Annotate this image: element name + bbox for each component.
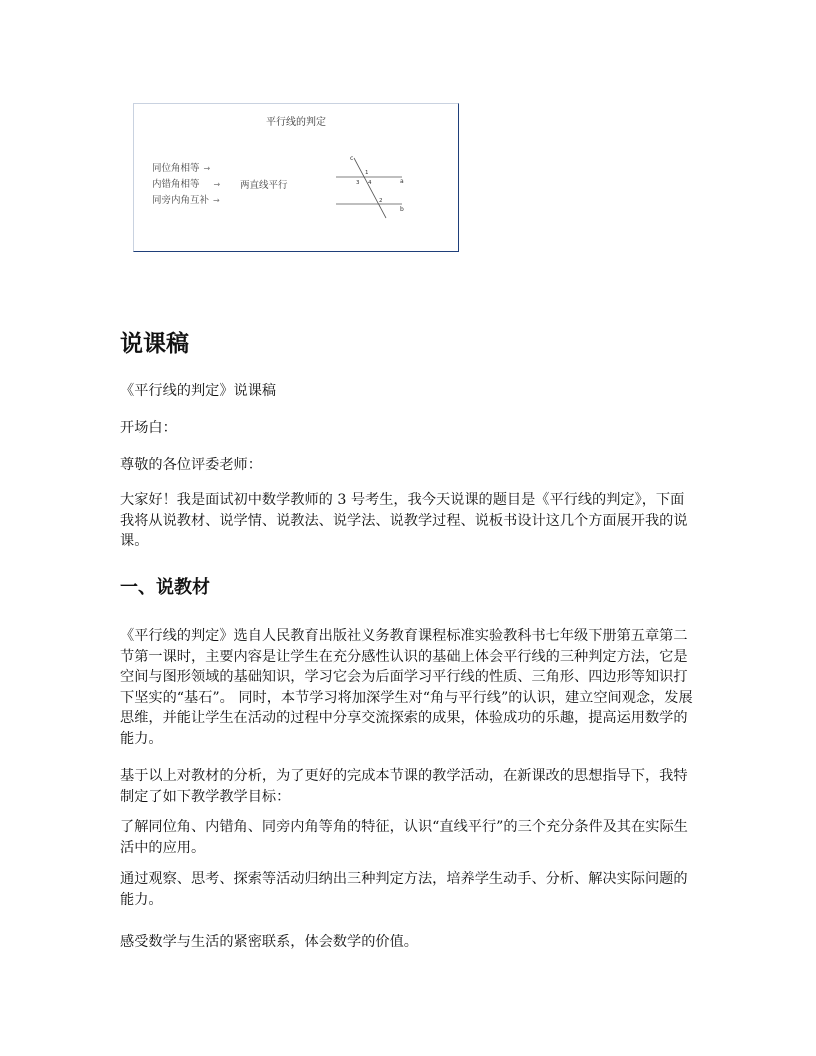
label-b: b	[400, 206, 404, 213]
label-angle-1: 1	[365, 170, 369, 176]
greeting: 尊敬的各位评委老师：	[120, 457, 262, 473]
section-paragraph: 感受数学与生活的紧密联系，体会数学的价值。	[120, 934, 418, 950]
figure-conclusion: 两直线平行	[240, 180, 288, 191]
lesson-figure	[133, 103, 459, 252]
label-a: a	[400, 178, 404, 185]
page-title: 说课稿	[120, 331, 189, 357]
opening-label: 开场白：	[120, 420, 177, 436]
section-paragraph: 通过观察、思考、探索等活动归纳出三种判定方法，培养学生动手、分析、解决实际问题的能力。	[120, 871, 688, 908]
label-angle-4: 4	[368, 180, 372, 186]
section-paragraph: 基于以上对教材的分析，为了更好的完成本节课的教学活动，在新课改的思想指导下，我特制定了如下教学教学目标：	[120, 768, 688, 805]
parallel-lines-diagram	[334, 152, 414, 222]
figure-title: 平行线的判定	[266, 117, 326, 128]
arrow-icon: →	[203, 164, 211, 173]
section-paragraph: 《平行线的判定》选自人民教育出版社义务教育课程标准实验教科书七年级下册第五章第二节第一课时，主要内容是让学生在充分感性认识的基础上体会平行线的三种判定方法，它是空间与图形领域的基础知识，学习它会为后面学习平行线的性质、三角形、四边形等知识打下坚实的“基石”。 同时，本节学习将加深学生对“角与平行线”的认识，建立空间观念，发展思维，并能让学生在活动的过程中分享交流探索的成果，体验成功的乐趣，提高运用数学的能力。	[120, 628, 693, 747]
line-c	[354, 158, 386, 218]
label-angle-2: 2	[379, 198, 383, 204]
label-c: c	[350, 155, 354, 162]
arrow-icon: →	[213, 180, 221, 189]
section-heading-textbook: 一、说教材	[120, 577, 210, 598]
intro-paragraph: 大家好！我是面试初中数学教师的 3 号考生，我今天说课的题目是《平行线的判定》，下面我将从说教材、说学情、说教法、说学法、说教学过程、说板书设计这几个方面展开我的说课。	[120, 492, 688, 549]
arrow-icon: →	[213, 196, 220, 205]
lesson-subtitle: 《平行线的判定》说课稿	[120, 383, 277, 399]
section-paragraph: 了解同位角、内错角、同旁内角等角的特征，认识“直线平行”的三个充分条件及其在实际生活中的应用。	[120, 819, 688, 856]
condition-alternate-angles: 内错角相等 →	[152, 179, 221, 190]
condition-corresponding-angles: 同位角相等 →	[152, 163, 211, 174]
condition-co-interior-angles: 同旁内角互补 →	[152, 195, 220, 206]
label-angle-3: 3	[356, 180, 360, 186]
